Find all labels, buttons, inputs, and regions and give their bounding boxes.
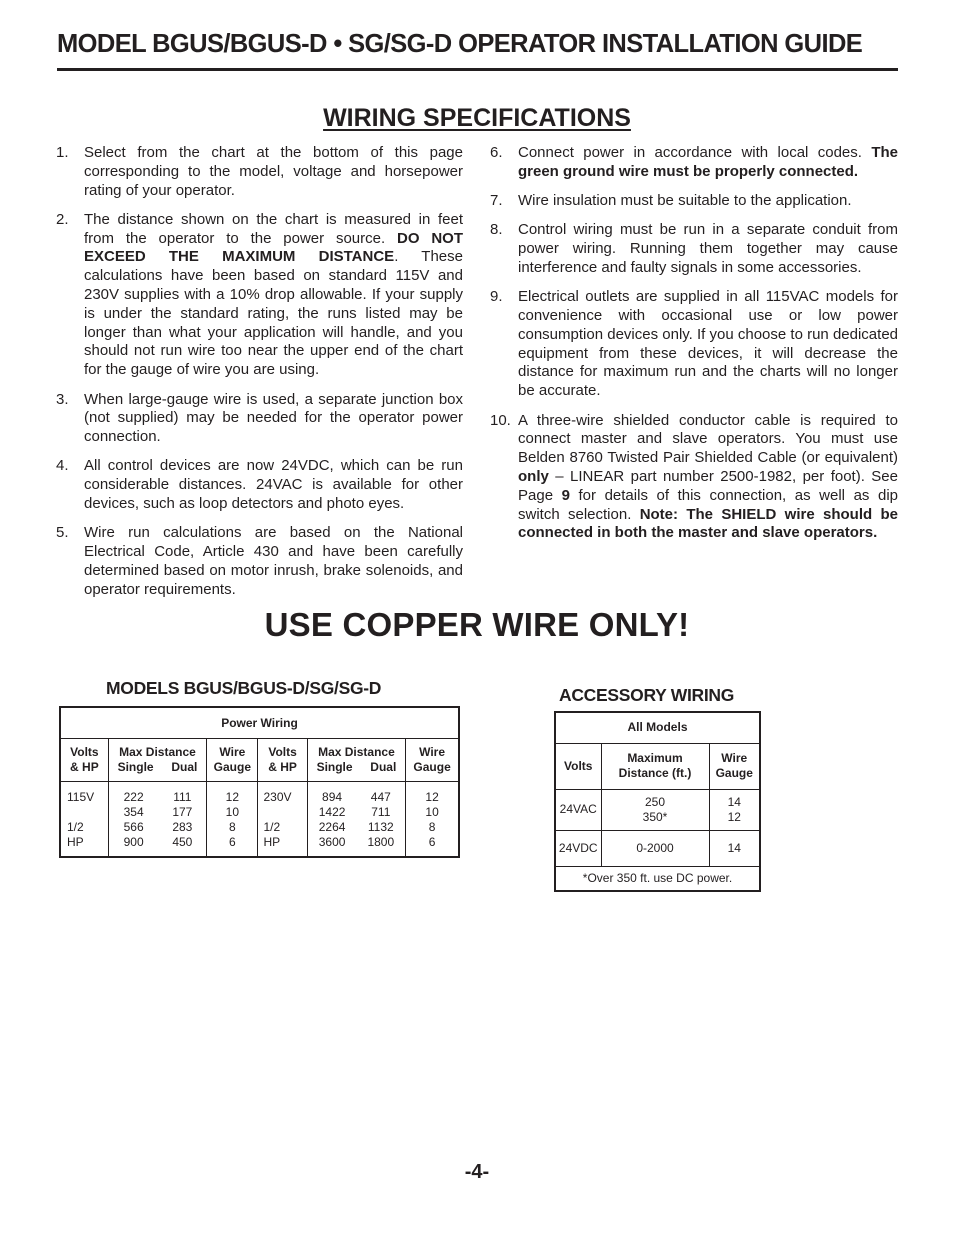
distance-value: 1422 — [318, 805, 346, 819]
distance-value: 111 — [173, 790, 192, 804]
list-item — [490, 288, 898, 401]
item-text: – LINEAR part number 2500-1982, per foot). See Page — [518, 467, 898, 504]
wire-gauge-header — [207, 739, 258, 782]
item-number: 7. — [490, 192, 503, 210]
distance-cell — [601, 789, 709, 830]
gauge-value: 8 — [229, 820, 236, 834]
gauge-cell — [709, 789, 760, 830]
distance-value: 350* — [642, 809, 668, 824]
distance-value: 450 — [172, 835, 193, 849]
hp-label: & HP — [70, 760, 99, 774]
emphasis-text: Note: The SHIELD wire should be connected in both the master and slave operators. — [518, 505, 898, 542]
list-item — [490, 192, 898, 211]
list-item — [56, 457, 463, 513]
max-distance-header — [601, 743, 709, 789]
dual-distance-cell — [356, 782, 405, 858]
accessory-table-title: ACCESSORY WIRING — [559, 685, 735, 705]
max-distance-label: Max Distance — [119, 745, 196, 759]
volts-label: Volts — [70, 745, 99, 759]
gauge-cell — [406, 782, 459, 858]
volts-hp-cell-230v — [258, 782, 307, 858]
item-text: Select from the chart at the bottom of this page corresponding to the model, voltage and horsepower rating of your operator. — [84, 144, 463, 199]
emphasis-text: The green ground wire must be properly connected. — [518, 144, 898, 180]
page-number: -4- — [464, 1161, 490, 1183]
distance-value: 283 — [172, 820, 193, 834]
distance-value: 1132 — [367, 820, 394, 834]
volts-value: 230V — [263, 790, 292, 804]
volts-hp-header — [60, 739, 108, 782]
item-text: Control wiring must be run in a separate conduit from power wiring. Running them together may cause interference and faulty signals in some accessories. — [518, 221, 898, 276]
distance-value: 250 — [644, 794, 666, 809]
max-distance-header — [307, 739, 405, 782]
list-item — [56, 144, 463, 200]
gauge-value: 14 — [727, 794, 741, 809]
gauge-label: Gauge — [413, 760, 451, 774]
gauge-label: Gauge — [715, 766, 753, 780]
item-text: . These calculations have been based on standard 115V and 230V supplies with a 10% drop allowable. If your supply is under the standard rating, the runs listed may be longer than what your application will handle, and you should not run wire too near the upper end of the chart for the gauge of wire you are using. — [84, 248, 463, 379]
instructions-right-column — [490, 144, 898, 554]
list-item — [490, 412, 898, 544]
item-number: 9. — [490, 288, 503, 306]
list-item — [490, 144, 898, 182]
wire-gauge-header — [406, 739, 459, 782]
gauge-cell — [207, 782, 258, 858]
single-label: Single — [117, 760, 154, 774]
wire-label: Wire — [219, 745, 246, 759]
dual-label: Dual — [171, 760, 198, 774]
hp-value: 1/2 — [263, 820, 281, 834]
hp-value: HP — [67, 835, 84, 849]
power-wiring-header: Power Wiring — [60, 707, 459, 739]
accessory-wiring-table — [554, 711, 761, 892]
item-text: A three-wire shielded conductor cable is required to connect master and slave operators. You must use Belden 8760 Twisted Pair Shielded Cable (or equivalent) — [518, 411, 898, 467]
list-item — [56, 391, 463, 447]
distance-value: 711 — [371, 805, 391, 819]
models-table-title: MODELS BGUS/BGUS-D/SG/SG-D — [106, 678, 382, 698]
distance-value: 1800 — [367, 835, 395, 849]
guide-title: MODEL BGUS/BGUS-D • SG/SG-D OPERATOR INSTALLATION GUIDE — [57, 30, 863, 58]
distance-value: 222 — [123, 790, 144, 804]
distance-value: 177 — [172, 805, 193, 819]
distance-value: 354 — [123, 805, 144, 819]
volts-cell: 24VDC — [555, 830, 601, 866]
volts-value: 115V — [67, 790, 95, 804]
table-row — [555, 830, 760, 866]
emphasis-text: DO NOT EXCEED THE MAXIMUM DISTANCE — [84, 229, 463, 266]
gauge-value: 12 — [727, 809, 741, 824]
item-text: for details of this connection, as well as dip switch selection. — [518, 486, 898, 523]
section-title: WIRING SPECIFICATIONS — [323, 104, 631, 132]
distance-value: 566 — [123, 820, 144, 834]
item-text: Wire insulation must be suitable to the application. — [518, 192, 852, 210]
distance-value: 3600 — [318, 835, 346, 849]
wire-gauge-header — [709, 743, 760, 789]
volts-label: Volts — [268, 745, 297, 759]
item-number: 10. — [490, 411, 511, 429]
item-text: All control devices are now 24VDC, which can be run considerable distances. 24VAC is available for other devices, such as loop detectors and photo eyes. — [84, 457, 463, 513]
item-number: 2. — [56, 210, 69, 228]
item-number: 5. — [56, 524, 69, 542]
gauge-value: 6 — [428, 835, 436, 849]
single-distance-cell — [307, 782, 356, 858]
gauge-value: 12 — [225, 790, 240, 804]
all-models-header: All Models — [555, 712, 760, 743]
power-wiring-table — [59, 706, 460, 858]
distance-value: 447 — [370, 790, 391, 804]
volts-hp-cell-115v — [60, 782, 108, 858]
emphasis-text: 9 — [561, 486, 570, 504]
list-item — [490, 221, 898, 277]
hp-value: 1/2 — [67, 820, 84, 834]
volts-value — [263, 805, 306, 820]
max-distance-label: Max Distance — [318, 745, 395, 759]
item-text: When large-gauge wire is used, a separate junction box (not supplied) may be needed for the operator power connection. — [84, 390, 463, 446]
emphasis-text: only — [518, 467, 549, 485]
item-text: Wire run calculations are based on the National Electrical Code, Article 430 and have been carefully determined based on motor inrush, brake solenoids, and operator requirements. — [84, 524, 463, 598]
gauge-value: 12 — [425, 790, 439, 804]
item-number: 3. — [56, 390, 69, 408]
single-label: Single — [316, 760, 353, 774]
item-text: The distance shown on the chart is measured in feet from the operator to the power source. — [84, 210, 463, 247]
item-number: 4. — [56, 457, 69, 475]
table-row — [555, 789, 760, 830]
gauge-value: 10 — [225, 805, 240, 819]
copper-wire-warning: USE COPPER WIRE ONLY! — [264, 606, 690, 643]
volts-hp-header — [258, 739, 307, 782]
item-number: 1. — [56, 144, 69, 161]
accessory-footnote: *Over 350 ft. use DC power. — [555, 866, 760, 891]
distance-value: 894 — [322, 790, 343, 804]
gauge-value: 8 — [428, 820, 436, 834]
instructions-left-column — [56, 144, 463, 610]
wire-label: Wire — [721, 751, 748, 765]
distance-ft-label: Distance (ft.) — [618, 766, 692, 780]
item-text: Electrical outlets are supplied in all 115VAC models for convenience with occasional use or low power consumption devices only. If you choose to run dedicated equipment from these devices, it will decrease the distance for maximum run and the charts will no longer be accurate. — [518, 288, 898, 400]
volts-header: Volts — [555, 743, 601, 789]
distance-value: 2264 — [318, 820, 346, 834]
item-text: Connect power in accordance with local codes. — [518, 144, 872, 161]
gauge-value: 6 — [229, 835, 236, 849]
distance-cell: 0-2000 — [601, 830, 709, 866]
distance-value: 900 — [123, 835, 144, 849]
list-item — [56, 211, 463, 380]
volts-cell: 24VAC — [555, 789, 601, 830]
item-number: 6. — [490, 144, 503, 161]
item-number: 8. — [490, 221, 503, 239]
volts-value — [67, 805, 108, 820]
list-item — [56, 524, 463, 599]
dual-label: Dual — [370, 760, 397, 774]
table-row — [60, 782, 459, 858]
hp-value: HP — [263, 835, 281, 849]
gauge-cell: 14 — [709, 830, 760, 866]
hp-label: & HP — [268, 760, 297, 774]
gauge-value: 10 — [425, 805, 439, 819]
wire-label: Wire — [419, 745, 446, 759]
dual-distance-cell — [158, 782, 206, 858]
page-header — [57, 30, 898, 71]
gauge-label: Gauge — [213, 760, 252, 774]
single-distance-cell — [108, 782, 158, 858]
maximum-label: Maximum — [627, 751, 683, 765]
max-distance-header — [108, 739, 206, 782]
